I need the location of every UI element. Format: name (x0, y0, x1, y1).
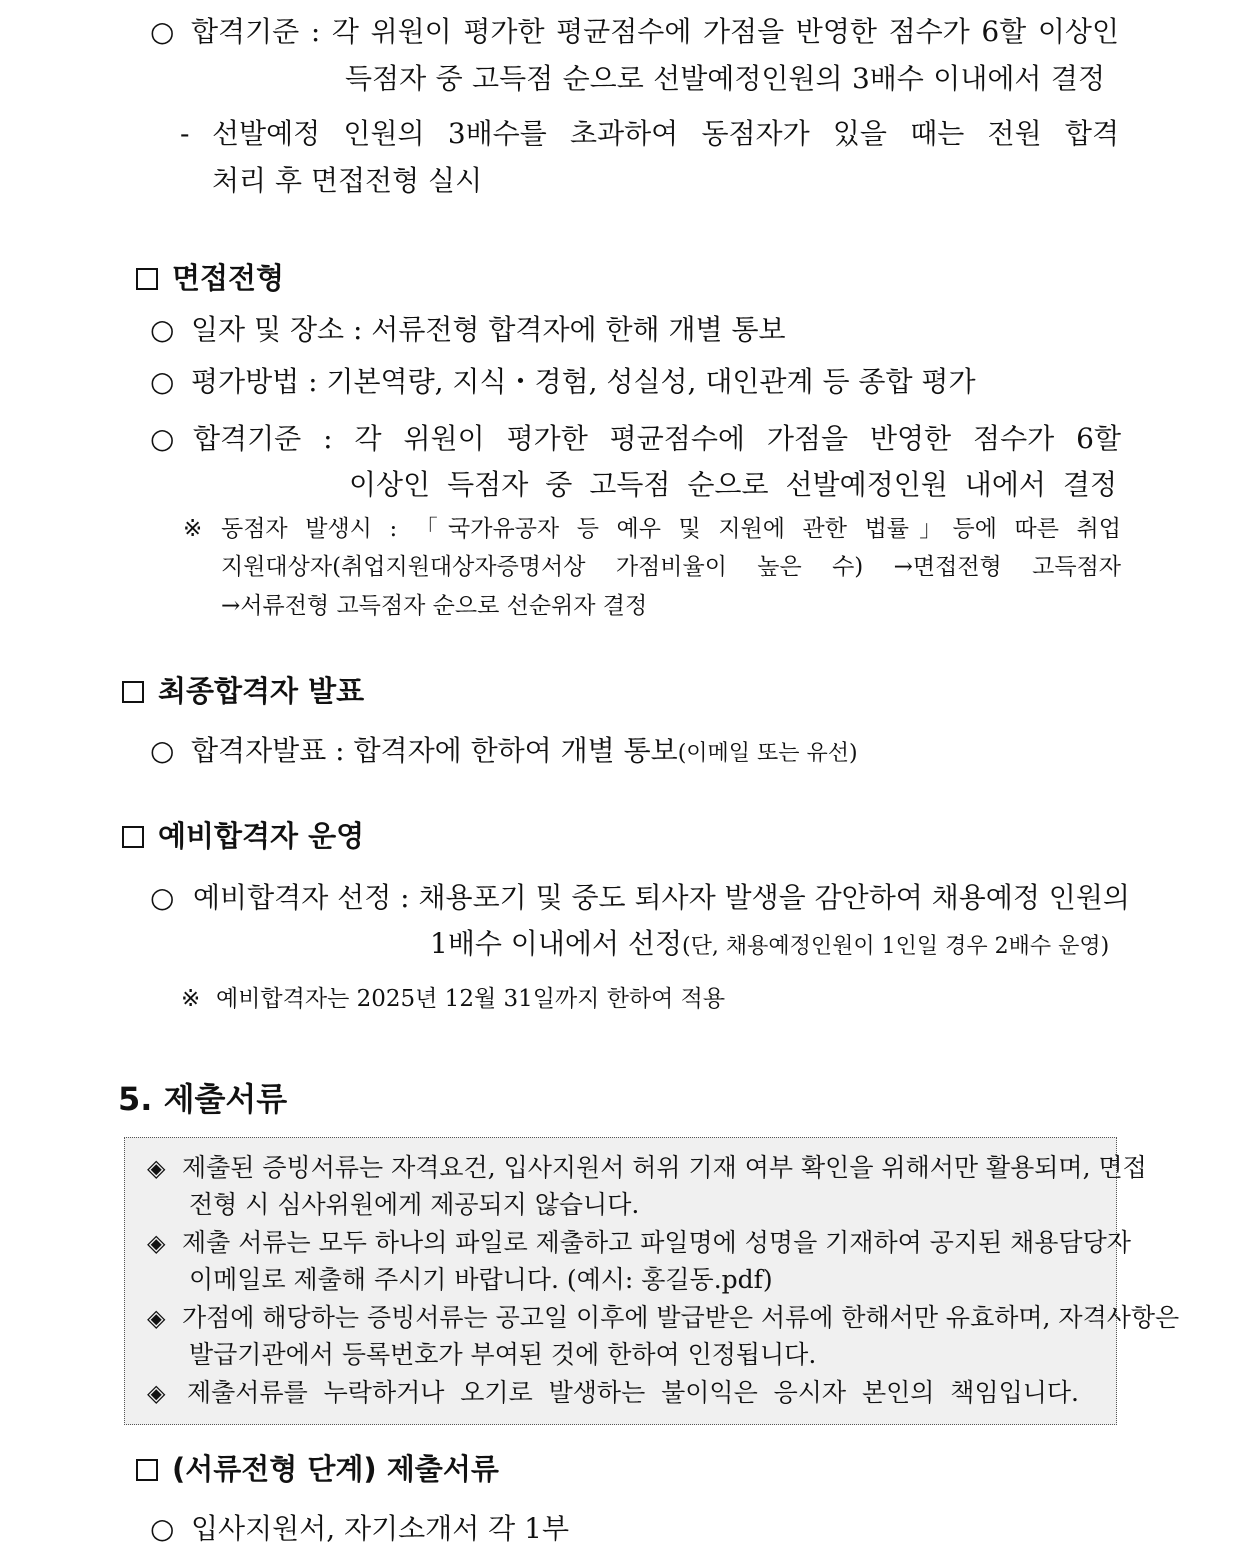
section-heading-text: 면접전형 (172, 261, 285, 295)
bullet-circle: ○ (150, 734, 175, 767)
reserve-line1: 예비합격자 선정 : 채용포기 및 중도 퇴사자 발생을 감안하여 채용예정 인원의 (193, 881, 1130, 914)
reserve-line2 (430, 926, 1109, 965)
tie-rule-line2: 처리 후 면접전형 실시 (212, 164, 483, 197)
section-heading-text: (서류전형 단계) 제출서류 (172, 1452, 499, 1486)
reserve-note: 예비합격자는 2025년 12월 31일까지 한하여 적용 (216, 986, 726, 1012)
diamond-bullet-icon: ◈ (147, 1379, 166, 1407)
checkbox-square-icon (136, 1459, 158, 1481)
bullet-circle: ○ (150, 15, 175, 48)
bullet-circle: ○ (150, 422, 175, 455)
checkbox-square-icon (122, 826, 144, 848)
reserve-line2-main: 1배수 이내에서 선정 (430, 927, 683, 960)
section-heading-text: 예비합격자 운영 (158, 819, 365, 853)
interview-criteria-line2: 이상인 득점자 중 고득점 순으로 선발예정인원 내에서 결정 (349, 468, 1117, 501)
notice-3-line2: 발급기관에서 등록번호가 부여된 것에 한하여 인정됩니다. (189, 1340, 817, 1369)
interview-tie-note-line1: 동점자 발생시 : 「국가유공자 등 예우 및 지원에 관한 법률」등에 따른 취업 (221, 516, 1121, 542)
checkbox-square-icon (136, 268, 158, 290)
notice-4-line1: 제출서류를 누락하거나 오기로 발생하는 불이익은 응시자 본인의 책임입니다. (187, 1378, 1079, 1407)
section-heading-final (122, 673, 364, 709)
section-heading-reserve (122, 818, 364, 854)
bullet-circle: ○ (150, 1512, 175, 1545)
checkbox-square-icon (122, 681, 144, 703)
final-announcement-text (191, 733, 858, 772)
notice-1-line2: 전형 시 심사위원에게 제공되지 않습니다. (189, 1190, 640, 1219)
interview-method: 평가방법 : 기본역량, 지식・경험, 성실성, 대인관계 등 종합 평가 (191, 365, 976, 398)
note-mark: ※ (181, 986, 201, 1012)
final-announcement-main: 합격자발표 : 합격자에 한하여 개별 통보 (191, 734, 678, 767)
doc-stage-item: 입사지원서, 자기소개서 각 1부 (191, 1512, 569, 1545)
final-announcement-paren: (이메일 또는 유선) (677, 741, 858, 766)
interview-tie-note-line2: 지원대상자(취업지원대상자증명서상 가점비율이 높은 수) →면접전형 고득점자 (221, 554, 1121, 580)
diamond-bullet-icon: ◈ (147, 1229, 166, 1257)
notice-1-line1: 제출된 증빙서류는 자격요건, 입사지원서 허위 기재 여부 확인을 위해서만 활용되며, 면접 (182, 1153, 1147, 1182)
interview-date-place: 일자 및 장소 : 서류전형 합격자에 한해 개별 통보 (191, 313, 786, 346)
section-heading-doc-stage (136, 1451, 499, 1487)
section-title-documents: 5. 제출서류 (118, 1080, 288, 1118)
notice-2-line2: 이메일로 제출해 주시기 바랍니다. (예시: 홍길동.pdf) (189, 1265, 773, 1294)
notice-2-line1: 제출 서류는 모두 하나의 파일로 제출하고 파일명에 성명을 기재하여 공지된 채용담당자 (182, 1228, 1131, 1257)
note-mark: ※ (183, 516, 203, 542)
reserve-line2-paren: (단, 채용예정인원이 1인일 경우 2배수 운영) (682, 934, 1110, 959)
dash-mark: - (180, 117, 190, 150)
diamond-bullet-icon: ◈ (147, 1154, 166, 1182)
interview-criteria-line1: 합격기준 : 각 위원이 평가한 평균점수에 가점을 반영한 점수가 6할 (193, 422, 1121, 455)
notice-3-line1: 가점에 해당하는 증빙서류는 공고일 이후에 발급받은 서류에 한해서만 유효하며, 자격사항은 (182, 1303, 1180, 1332)
interview-tie-note-line3: →서류전형 고득점자 순으로 선순위자 결정 (221, 593, 648, 619)
section-heading-text: 최종합격자 발표 (158, 674, 365, 708)
section-heading-interview (136, 260, 284, 296)
diamond-bullet-icon: ◈ (147, 1304, 166, 1332)
pass-criteria-line1: 합격기준 : 각 위원이 평가한 평균점수에 가점을 반영한 점수가 6할 이상인 (191, 15, 1119, 48)
tie-rule-line1: 선발예정 인원의 3배수를 초과하여 동점자가 있을 때는 전원 합격 (212, 117, 1119, 150)
bullet-circle: ○ (150, 365, 175, 398)
pass-criteria-line2: 득점자 중 고득점 순으로 선발예정인원의 3배수 이내에서 결정 (345, 62, 1105, 95)
bullet-circle: ○ (150, 881, 175, 914)
bullet-circle: ○ (150, 313, 175, 346)
